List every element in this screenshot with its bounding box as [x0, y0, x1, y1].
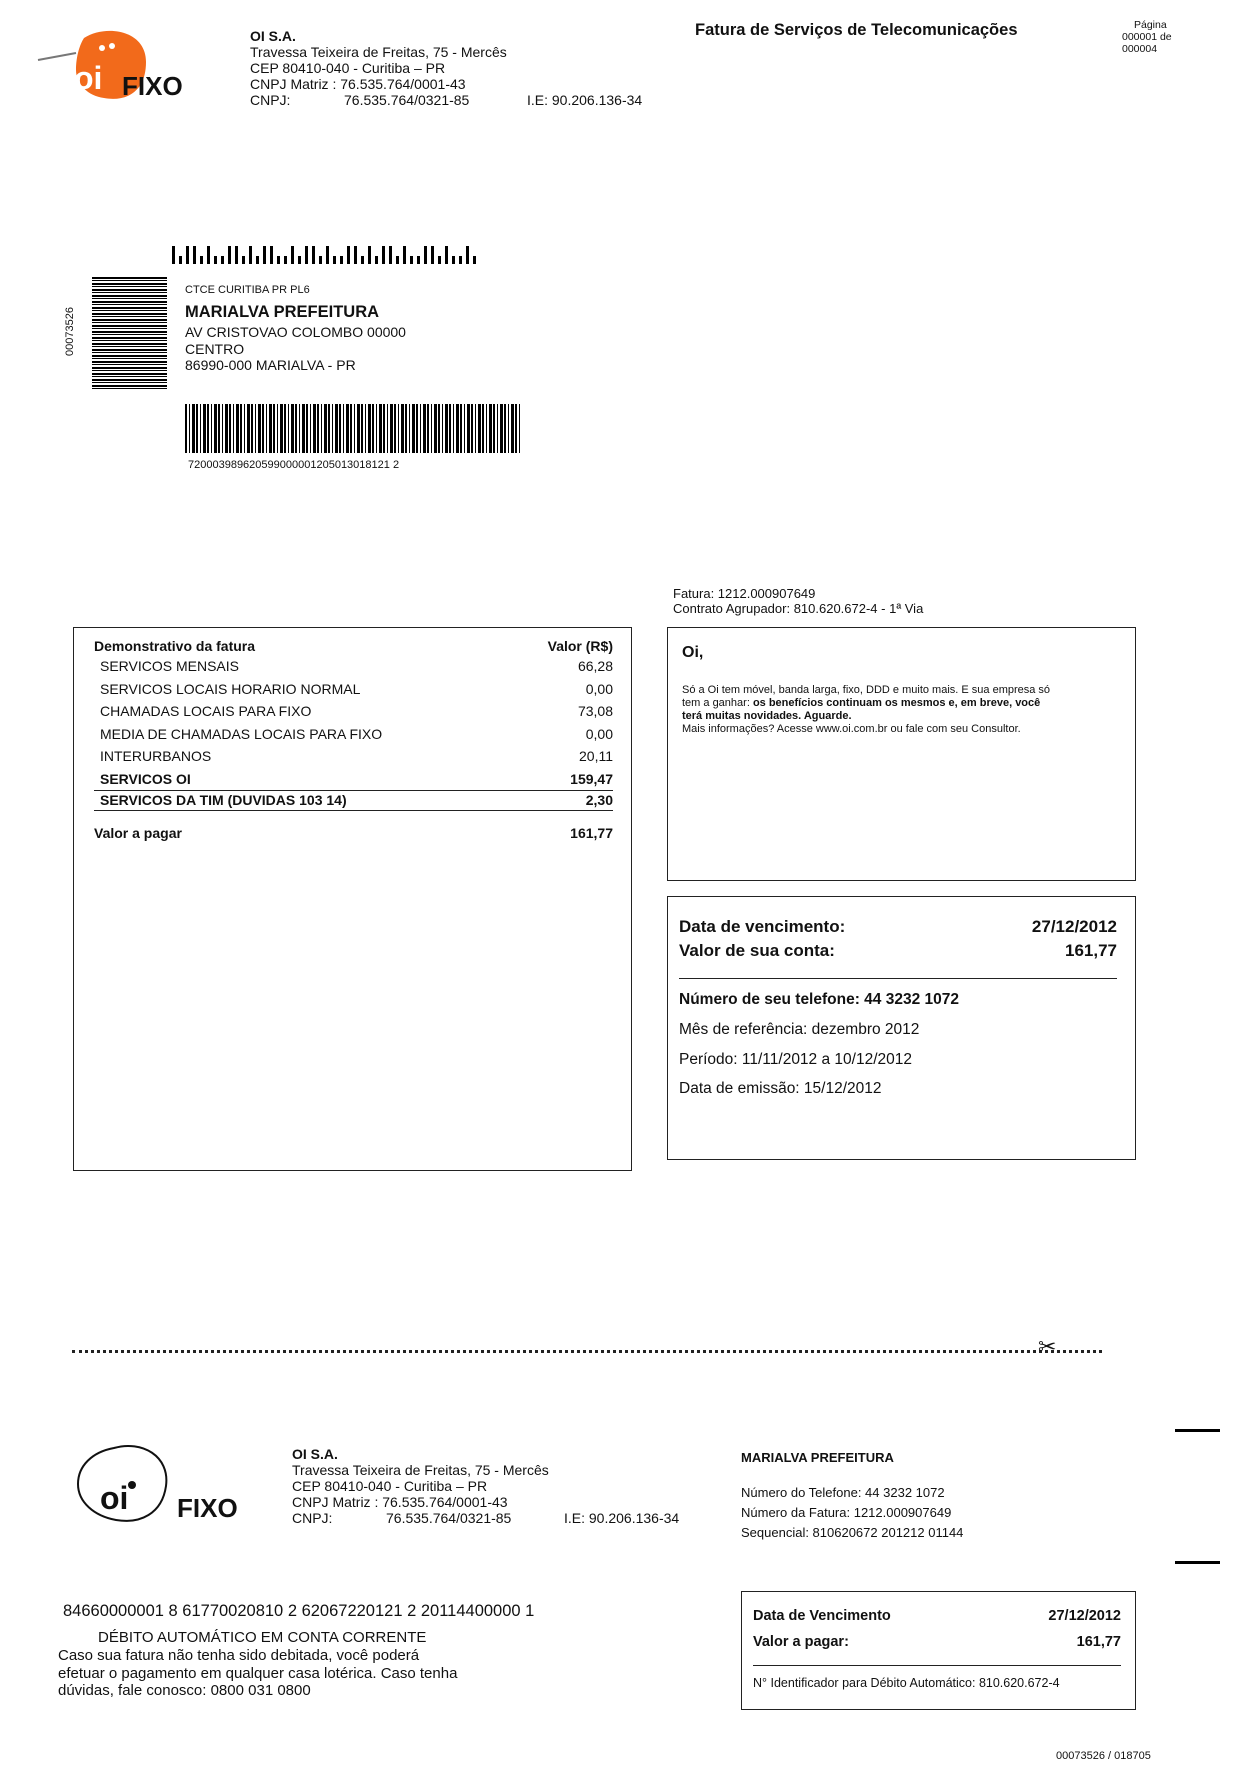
- scissors-icon: ✂: [1038, 1334, 1057, 1359]
- recipient-street: AV CRISTOVAO COLOMBO 00000: [185, 324, 406, 340]
- recipient-city: 86990-000 MARIALVA - PR: [185, 357, 356, 373]
- statement-row: [100, 678, 613, 701]
- statement-row-value: 73,08: [577, 703, 613, 719]
- message-body: [682, 684, 1123, 736]
- due-date-label: Data de vencimento:: [679, 917, 846, 936]
- slip-invoice: Número da Fatura: 1212.000907649: [741, 1505, 952, 1520]
- statement-row-value: 0,00: [585, 725, 613, 742]
- statement-total: [94, 822, 613, 845]
- statement-row: [100, 700, 613, 723]
- mailing-route: CTCE CURITIBA PR PL6: [185, 284, 310, 296]
- oi-fixo-logo: [36, 20, 196, 110]
- slip-company-address: Travessa Teixeira de Freitas, 75 - Mercês: [292, 1462, 549, 1478]
- slip-company-name: OI S.A.: [292, 1446, 338, 1462]
- statement-row-value: 66,28: [577, 658, 613, 674]
- debit-title: DÉBITO AUTOMÁTICO EM CONTA CORRENTE: [98, 1629, 427, 1646]
- message-line2-bold: os benefícios continuam os mesmos e, em breve, você: [752, 697, 1041, 709]
- statement-row-label: MEDIA DE CHAMADAS LOCAIS PARA FIXO: [100, 725, 383, 742]
- page-label: Página: [1134, 19, 1167, 31]
- message-line1: Só a Oi tem móvel, banda larga, fixo, DDD e muito mais. E sua empresa só: [682, 684, 1051, 696]
- slip-company-cep: CEP 80410-040 - Curitiba – PR: [292, 1478, 488, 1494]
- amount-label: Valor de sua conta:: [679, 941, 835, 960]
- company-cep: CEP 80410-040 - Curitiba – PR: [250, 60, 446, 76]
- message-line3: terá muitas novidades. Aguarde.: [682, 710, 852, 722]
- slip-amount-label: Valor a pagar:: [753, 1634, 849, 1650]
- company-name: OI S.A.: [250, 28, 296, 44]
- page-value: 000001 de: [1122, 31, 1172, 43]
- logo-oi-text: oi: [74, 60, 103, 96]
- logo-fixo-text: FIXO: [122, 71, 183, 101]
- edge-mark-bottom: [1175, 1561, 1220, 1564]
- message-greeting: Oi,: [682, 644, 704, 661]
- debit-text-line1: Caso sua fatura não tenha sido debitada, você poderá: [58, 1647, 420, 1664]
- statement-row-label: SERVICOS LOCAIS HORARIO NORMAL: [100, 680, 361, 697]
- postnet-barcode: [172, 246, 480, 264]
- slip-company-cnpj-matriz: CNPJ Matriz : 76.535.764/0001-43: [292, 1494, 508, 1510]
- statement-box: [73, 627, 632, 1171]
- message-box: [667, 627, 1136, 881]
- reference-month: Mês de referência: dezembro 2012: [679, 1021, 920, 1038]
- statement-header-value: Valor (R$): [547, 638, 613, 654]
- digitable-line: 84660000001 8 61770020810 2 62067220121 2 20114400000 1: [63, 1602, 535, 1620]
- debit-text-line3: dúvidas, fale conosco: 0800 031 0800: [58, 1682, 311, 1699]
- total-value: 161,77: [570, 825, 613, 841]
- statement-row-label: SERVICOS MENSAIS: [100, 658, 240, 674]
- statement-row: [100, 745, 613, 768]
- company-info: [250, 28, 670, 108]
- slip-company-info: [292, 1446, 712, 1526]
- message-line4: Mais informações? Acesse www.oi.com.br ou fale com seu Consultor.: [682, 723, 1021, 735]
- slip-phone: Número do Telefone: 44 3232 1072: [741, 1485, 945, 1500]
- contract-number: Contrato Agrupador: 810.620.672-4 - 1ª Via: [673, 601, 924, 616]
- statement-row-label: CHAMADAS LOCAIS PARA FIXO: [100, 703, 312, 719]
- slip-debit-id: N° Identificador para Débito Automático: 810.620.672-4: [753, 1676, 1060, 1690]
- summary-box: [667, 896, 1136, 1160]
- total-label: Valor a pagar: [94, 825, 182, 841]
- recipient-address: [185, 324, 406, 374]
- company-cnpj-matriz: CNPJ Matriz : 76.535.764/0001-43: [250, 76, 466, 92]
- billing-period: Período: 11/11/2012 a 10/12/2012: [679, 1050, 912, 1068]
- recipient-name: MARIALVA PREFEITURA: [185, 303, 380, 321]
- company-ie: I.E: 90.206.136-34: [527, 92, 643, 108]
- statement-rows: [94, 655, 613, 768]
- slip-payment-box: [741, 1591, 1136, 1710]
- slip-company-cnpj-value: 76.535.764/0321-85: [386, 1510, 512, 1526]
- tim-label: SERVICOS DA TIM (DUVIDAS 103 14): [100, 792, 347, 808]
- recipient-district: CENTRO: [185, 340, 245, 357]
- slip-sequence: Sequencial: 810620672 201212 01144: [741, 1525, 964, 1540]
- amount-value: 161,77: [1065, 941, 1117, 960]
- footer-code: 00073526 / 018705: [1056, 1750, 1151, 1762]
- issue-date: Data de emissão: 15/12/2012: [679, 1080, 882, 1097]
- message-line2-plain: tem a ganhar:: [682, 697, 753, 709]
- statement-subtotal-oi: [94, 768, 613, 791]
- side-code: 00073526: [64, 307, 76, 356]
- slip-company-cnpj-label: CNPJ:: [292, 1510, 333, 1526]
- slip-company-ie: I.E: 90.206.136-34: [564, 1510, 680, 1526]
- statement-row: [100, 655, 613, 678]
- statement-row-value: 0,00: [585, 680, 613, 697]
- slip-due-label: Data de Vencimento: [753, 1608, 891, 1624]
- invoice-number: Fatura: 1212.000907649: [673, 586, 816, 601]
- cut-line: [72, 1350, 1102, 1353]
- slip-amount-value: 161,77: [1076, 1634, 1121, 1650]
- phone-number: Número de seu telefone: 44 3232 1072: [679, 991, 959, 1008]
- company-address: Travessa Teixeira de Freitas, 75 - Mercês: [250, 44, 507, 60]
- debit-text: [58, 1647, 457, 1700]
- slip-due-value: 27/12/2012: [1048, 1608, 1121, 1624]
- company-cnpj-label: CNPJ:: [250, 92, 291, 108]
- slip-logo-fixo-text: FIXO: [177, 1493, 238, 1523]
- edge-mark-top: [1175, 1429, 1220, 1432]
- due-date-value: 27/12/2012: [1031, 917, 1117, 936]
- slip-logo-oi-text: oi: [100, 1480, 129, 1516]
- mail-barcode: [185, 404, 522, 453]
- company-cnpj-value: 76.535.764/0321-85: [344, 92, 470, 108]
- vertical-barcode: [92, 277, 167, 389]
- statement-tim: [94, 790, 613, 811]
- statement-row-label: INTERURBANOS: [100, 748, 212, 764]
- tim-value: 2,30: [585, 792, 613, 808]
- slip-oi-fixo-logo: [70, 1440, 250, 1530]
- slip-customer-info: [741, 1450, 963, 1543]
- invoice-title: Fatura de Serviços de Telecomunicações: [695, 21, 1018, 39]
- page-total: 000004: [1122, 43, 1158, 55]
- invoice-reference: [673, 586, 923, 616]
- subtotal-oi-label: SERVICOS OI: [100, 770, 191, 787]
- subtotal-oi-value: 159,47: [570, 770, 613, 787]
- statement-row: [100, 723, 613, 746]
- debit-text-line2: efetuar o pagamento em qualquer casa lotérica. Caso tenha: [58, 1664, 458, 1682]
- statement-header-label: Demonstrativo da fatura: [94, 638, 256, 654]
- statement-row-value: 20,11: [579, 748, 613, 764]
- page-counter: [1122, 19, 1172, 55]
- mail-barcode-number: 720003989620599000001205013018121 2: [188, 459, 400, 471]
- slip-customer-name: MARIALVA PREFEITURA: [741, 1450, 894, 1465]
